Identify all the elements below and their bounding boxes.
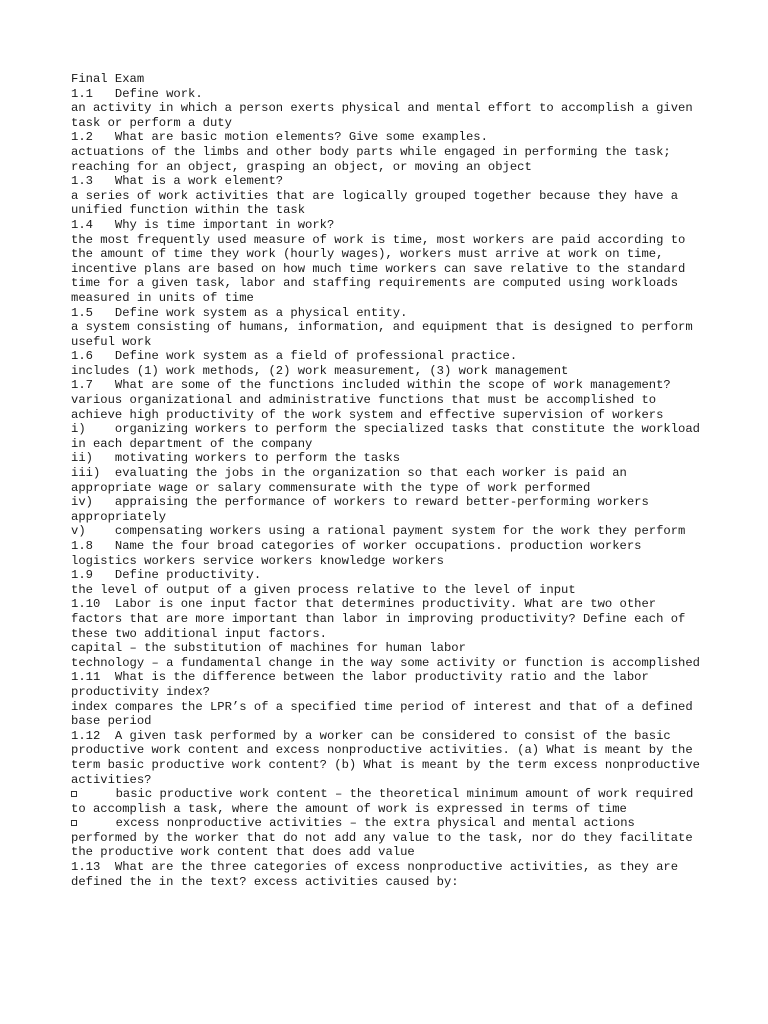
bullet-text: excess nonproductive activities – the extra physical and mental actions performed by the worker that do not add any value to the task, nor do they facilitate the productive work content that does add value <box>71 816 700 860</box>
bullet-item <box>71 816 701 860</box>
answer-1-10-technology: technology – a fundamental change in the way some activity or function is accomplished <box>71 655 700 670</box>
square-bullet-icon <box>71 820 77 826</box>
question-1-7: 1.7 What are some of the functions included within the scope of work management? <box>71 378 671 393</box>
list-item: i) organizing workers to perform the specialized tasks that constitute the workload in each department of the company <box>71 422 708 451</box>
question-1-6: 1.6 Define work system as a field of professional practice. <box>71 349 518 364</box>
answer-1-7: various organizational and administrative functions that must be accomplished to achieve high productivity of the work system and effective supervision of workers <box>71 393 664 422</box>
answer-1-4: the most frequently used measure of work is time, most workers are paid according to the amount of time they work (hourly wages), workers must arrive at work on time, incentive plans are based on how much time workers can save relative to the standard time for a given task, labor and staffing requirements are computed using workloads measured in units of time <box>71 232 693 305</box>
question-1-13: 1.13 What are the three categories of excess nonproductive activities, as they are defined the in the text? excess activities caused by: <box>71 860 686 889</box>
document-page <box>71 72 708 889</box>
question-1-1: 1.1 Define work. <box>71 86 203 101</box>
question-1-8: 1.8 Name the four broad categories of worker occupations. production workers logistics workers service workers knowledge workers <box>71 539 649 568</box>
question-1-10: 1.10 Labor is one input factor that determines productivity. What are two other factors that are more important than labor in improving productivity? Define each of these two additional input factors. <box>71 597 693 641</box>
answer-1-11: index compares the LPR’s of a specified time period of interest and that of a defined base period <box>71 699 700 729</box>
list-item: v) compensating workers using a rational payment system for the work they perform <box>71 524 686 539</box>
answer-1-10-capital: capital – the substitution of machines for human labor <box>71 641 466 656</box>
question-1-5: 1.5 Define work system as a physical entity. <box>71 305 408 320</box>
list-item: iii) evaluating the jobs in the organization so that each worker is paid an appropriate wage or salary commensurate with the type of work performed <box>71 466 635 495</box>
list-item: iv) appraising the performance of workers to reward better-performing workers appropriately <box>71 495 657 524</box>
question-1-2: 1.2 What are basic motion elements? Give some examples. <box>71 130 488 145</box>
answer-1-5: a system consisting of humans, information, and equipment that is designed to perform useful work <box>71 320 700 349</box>
answer-1-9: the level of output of a given process relative to the level of input <box>71 582 576 597</box>
square-bullet-icon <box>71 791 77 797</box>
bullet-text: basic productive work content – the theoretical minimum amount of work required to accomplish a task, where the amount of work is expressed in terms of time <box>71 787 701 816</box>
question-1-3: 1.3 What is a work element? <box>71 174 284 189</box>
question-1-12: 1.12 A given task performed by a worker can be considered to consist of the basic productive work content and excess nonproductive activities. (a) What is meant by the term basic productive work content? (b) What is meant by the term excess nonproductive activities? <box>71 728 708 787</box>
question-1-9: 1.9 Define productivity. <box>71 568 262 583</box>
question-1-11: 1.11 What is the difference between the labor productivity ratio and the labor productivity index? <box>71 670 657 699</box>
answer-1-6: includes (1) work methods, (2) work measurement, (3) work management <box>71 363 569 378</box>
question-1-4: 1.4 Why is time important in work? <box>71 217 335 232</box>
answer-1-2: actuations of the limbs and other body parts while engaged in performing the task; reaching for an object, grasping an object, or moving an object <box>71 144 679 174</box>
list-item: ii) motivating workers to perform the tasks <box>71 451 401 466</box>
answer-1-1: an activity in which a person exerts physical and mental effort to accomplish a given task or perform a duty <box>71 101 700 130</box>
bullet-item <box>71 787 701 816</box>
answer-1-3: a series of work activities that are logically grouped together because they have a unified function within the task <box>71 188 686 218</box>
document-title: Final Exam <box>71 72 145 86</box>
